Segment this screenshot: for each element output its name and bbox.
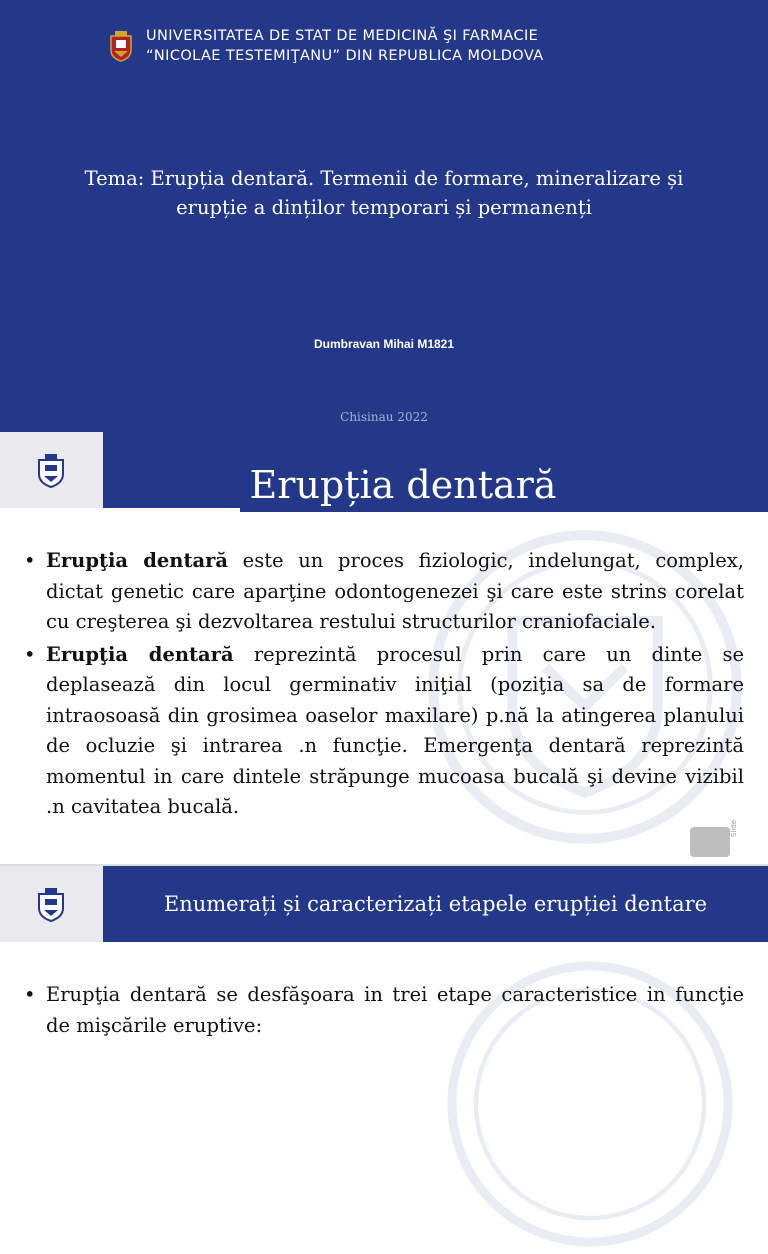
university-crest-icon bbox=[36, 454, 66, 488]
bullet-item bbox=[24, 640, 744, 823]
slide-title: Erupția dentară bbox=[249, 463, 557, 507]
topic-line1: Tema: Erupția dentară. Termenii de formare, mineralizare și bbox=[84, 167, 684, 190]
bullet-item: • Erupţia dentară se desfăşoara in trei etape caracteristice in funcţie de mişcările eruptive: bbox=[24, 980, 744, 1041]
slide-label: Slide bbox=[730, 819, 738, 837]
slide-nav-button[interactable] bbox=[690, 827, 730, 857]
logo-panel bbox=[0, 866, 103, 942]
bullet-text: este un proces fiziologic, indelungat, complex, dictat genetic care aparţine odontogenezei şi care este strins corelat cu creşterea şi dezvoltarea restului structurilor craniofaciale. bbox=[46, 549, 744, 633]
presentation-topic bbox=[40, 164, 728, 222]
slide-title: Enumerați și caracterizați etapele erupției dentare bbox=[163, 892, 708, 916]
bullet-item bbox=[24, 546, 744, 638]
city-year: Chisinau 2022 bbox=[340, 410, 428, 424]
author-name: Dumbravan Mihai M1821 bbox=[313, 337, 455, 351]
bullet-list bbox=[24, 546, 744, 825]
bullet-list bbox=[24, 980, 744, 1043]
title-slide bbox=[0, 0, 768, 432]
content-slide-eruption bbox=[0, 432, 768, 864]
university-name-line1: UNIVERSITATEA DE STAT DE MEDICINĂ ŞI FARMACIE bbox=[146, 28, 539, 44]
university-crest-icon bbox=[36, 888, 66, 922]
bullet-text: reprezintă procesul prin care un dinte se deplasează din locul germinativ iniţial (poziţia sa de formare intraosoasă din grosimea oaselor maxilare) p.nă la atingerea planului de ocluzie şi intrarea .n funcţie. Emergenţa dentară reprezintă momentul in care dintele străpunge mucoasa bucală şi devine vizibil .n cavitatea bucală. bbox=[46, 642, 745, 818]
content-slide-stages bbox=[0, 866, 768, 1037]
university-name-line2: “NICOLAE TESTEMIŢANU” DIN REPUBLICA MOLDOVA bbox=[146, 48, 544, 64]
bullet-term: Erupţia dentară bbox=[46, 642, 234, 666]
topic-line2: erupție a dinților temporari și permanenți bbox=[176, 196, 592, 219]
university-header bbox=[108, 26, 668, 70]
logo-panel bbox=[0, 432, 103, 508]
bullet-term: Erupţia dentară bbox=[46, 549, 229, 572]
university-crest-icon bbox=[108, 30, 134, 62]
